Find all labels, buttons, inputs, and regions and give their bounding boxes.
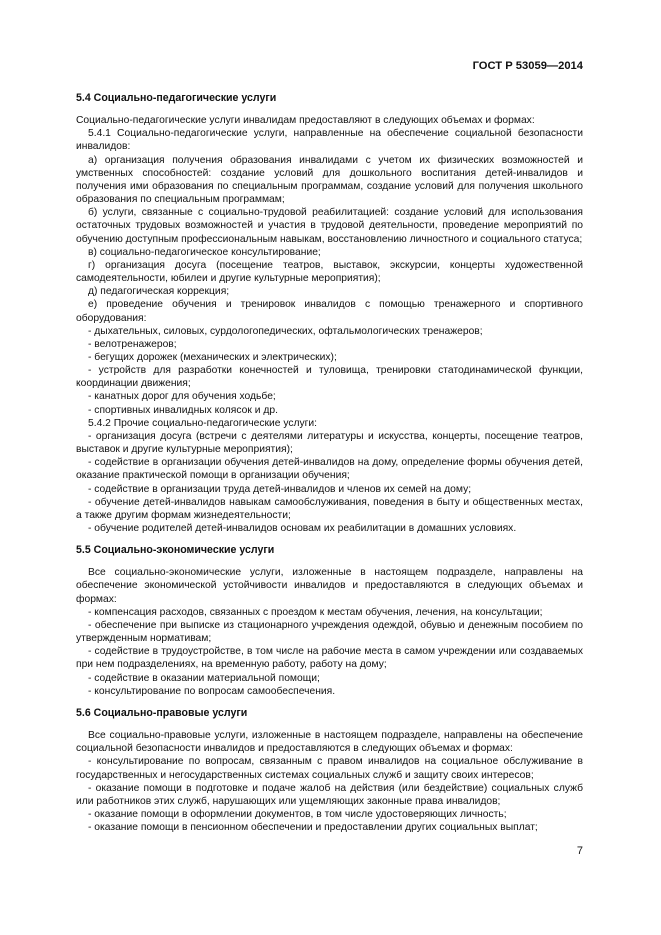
list-item: - бегущих дорожек (механических и электрических); xyxy=(88,351,337,363)
paragraph: а) организация получения образования инвалидами с учетом их физических возможностей и умственных способностей: создание условий для дошкольного воспитания детей-инвалидов и получения ими образования по специальным программам, создание условий для получения школьного образования по специальным программам; xyxy=(76,154,583,206)
paragraph: Социально-педагогические услуги инвалидам предоставляют в следующих объемах и формах: xyxy=(76,115,535,127)
document-header: ГОСТ Р 53059—2014 xyxy=(472,60,583,72)
list-item: - содействие в организации обучения детей-инвалидов на дому, определение формы обучения детей, оказание практической помощи в организации обучения; xyxy=(76,457,583,482)
paragraph: е) проведение обучения и тренировок инвалидов с помощью тренажерного и спортивного оборудования: xyxy=(76,299,583,324)
list-item: - дыхательных, силовых, сурдологопедических, офтальмологических тренажеров; xyxy=(88,325,483,337)
paragraph: б) услуги, связанные с социально-трудовой реабилитацией: создание условий для использования остаточных трудовых возможностей и участия в трудовой деятельности, проведение мероприятий по обучению доступным профессиональным навыкам, восстановлению личностного и социального статуса; xyxy=(76,207,583,245)
list-item: - организация досуга (встречи с деятелями литературы и искусства, концерты, посещение театров, выставок и другие культурные мероприятия); xyxy=(76,430,583,456)
page-number: 7 xyxy=(576,845,583,857)
paragraph: 5.4.1 Социально-педагогические услуги, направленные на обеспечение социальной безопасности инвалидов: xyxy=(76,128,583,153)
list-item: - канатных дорог для обучения ходьбе; xyxy=(88,391,276,403)
list-item: - спортивных инвалидных колясок и др. xyxy=(88,404,278,416)
list-item: - консультирование по вопросам самообеспечения. xyxy=(88,685,336,697)
paragraph: 5.4.2 Прочие социально-педагогические услуги: xyxy=(88,417,318,429)
list-item: - велотренажеров; xyxy=(88,338,177,350)
list-item: - оказание помощи в оформлении документов, в том числе удостоверяющих личность; xyxy=(88,808,507,820)
paragraph: Все социально-правовые услуги, изложенные в настоящем подразделе, направлены на обеспечение социальной безопасности инвалидов и предоставляются в следующих объемах и формах: xyxy=(76,730,583,755)
list-item: - компенсация расходов, связанных с проездом к местам обучения, лечения, на консультации; xyxy=(88,606,543,618)
list-item: - устройств для разработки конечностей и туловища, тренировки статодинамической функции, координации движения; xyxy=(76,365,583,390)
paragraph: Все социально-экономические услуги, изложенные в настоящем подразделе, направлены на обеспечение экономической устойчивости инвалидов и предоставляются в следующих объемах и формах: xyxy=(76,567,583,605)
list-item: - оказание помощи в пенсионном обеспечении и предоставлении других социальных выплат; xyxy=(88,822,538,834)
section-title: 5.6 Социально-правовые услуги xyxy=(76,706,248,719)
document-body xyxy=(76,92,583,834)
list-item: - обучение детей-инвалидов навыкам самообслуживания, поведения в быту и общественных местах, а также другим формам жизнедеятельности; xyxy=(76,496,583,521)
paragraph: г) организация досуга (посещение театров, выставок, экскурсии, концерты художественной самодеятельности, юбилеи и другие культурные мероприятия); xyxy=(76,259,583,285)
list-item: - обучение родителей детей-инвалидов основам их реабилитации в домашних условиях. xyxy=(88,523,517,534)
list-item: - консультирование по вопросам, связанным с правом инвалидов на социальное обслуживание в государственных и негосударственных системах социальных служб и защиту своих интересов; xyxy=(76,756,583,781)
section-title: 5.5 Социально-экономические услуги xyxy=(76,544,275,557)
list-item: - содействие в трудоустройстве, в том числе на рабочие места в самом учреждении или создаваемых при нем подразделениях, на временную работу, работу на дому; xyxy=(76,646,583,671)
list-item: - обеспечение при выписке из стационарного учреждения одеждой, обувью и денежным пособием по утвержденным нормативам; xyxy=(76,619,583,645)
paragraph: д) педагогическая коррекция; xyxy=(88,286,230,298)
list-item: - оказание помощи в подготовке и подаче жалоб на действия (или бездействие) социальных служб или работников этих служб, нарушающих или ущемляющих законные права инвалидов; xyxy=(76,782,583,807)
paragraph: в) социально-педагогическое консультирование; xyxy=(88,246,321,258)
list-item: - содействие в организации труда детей-инвалидов и членов их семей на дому; xyxy=(88,483,472,495)
section-title: 5.4 Социально-педагогические услуги xyxy=(76,92,277,104)
list-item: - содействие в оказании материальной помощи; xyxy=(88,672,320,684)
